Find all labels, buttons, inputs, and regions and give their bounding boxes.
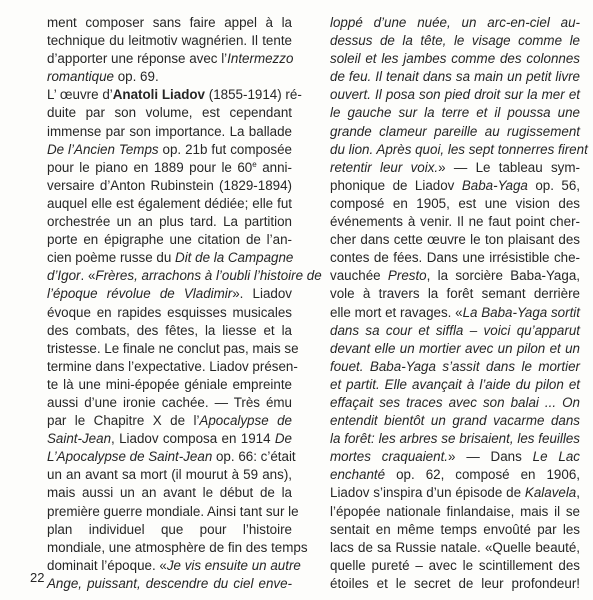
italic-text: dans sa cour et siffla – voici qu’apparut: [330, 322, 580, 338]
page-number: 22: [30, 570, 45, 585]
text-line: [47, 68, 292, 86]
italic-text: Ange, puissant, descendre du ciel enve-: [47, 575, 292, 591]
text-segment: op. 56,: [527, 177, 581, 193]
italic-text: l’époque révolue de Vladimir: [47, 286, 233, 302]
text-segment: phonique de Liadov: [330, 177, 462, 193]
italic-text: Baba-Yaga: [461, 177, 528, 193]
text-line: [47, 285, 292, 303]
bold-text: Anatoli Liadov: [112, 87, 206, 103]
text-line: [47, 104, 292, 122]
text-line: [330, 484, 580, 502]
text-segment: elle mort et ravages. «: [330, 304, 463, 320]
left-text-column: [47, 14, 322, 593]
text-segment: Liadov s’inspira d’un épisode de: [330, 485, 525, 501]
text-segment: te là une mini-épopée géniale empreinte: [47, 376, 292, 392]
text-line: [330, 412, 580, 430]
italic-text: la forêt: les arbres se brisaient, les feuilles: [330, 431, 580, 447]
text-segment: mondiale, une atmosphère de fin des temps: [47, 539, 308, 555]
italic-text: fouet. Baba-Yaga s’assit dans le mortier: [330, 358, 580, 374]
italic-text: De: [274, 431, 292, 447]
italic-text: du lion. Après quoi, les sept tonnerres firent: [330, 141, 588, 157]
text-line: [330, 86, 580, 104]
text-line: [47, 213, 292, 231]
text-segment: porte en épigraphe une citation de l’an-: [47, 232, 292, 248]
text-segment: lacs de sa Russie natale. «Quelle beauté,: [330, 539, 580, 555]
text-segment: op. 62, composé en 1906,: [385, 467, 580, 483]
text-segment: vauchée: [330, 268, 388, 284]
text-segment: contes de fées. Dans une irrésistible che-: [330, 250, 580, 266]
text-segment: orchestrée un an plus tard. La partition: [47, 214, 292, 230]
text-line: [330, 539, 580, 557]
italic-text: Dit de la Campagne: [175, 250, 294, 266]
text-line: [330, 430, 580, 448]
text-segment: première guerre mondiale. Ainsi tant sur le: [47, 503, 299, 519]
text-line: [47, 249, 292, 267]
text-segment: quelle pureté – avec le scintillement des: [330, 557, 580, 573]
italic-text: devant elle un mortier avec un pilon et un: [330, 340, 580, 356]
text-segment: ,: [576, 485, 580, 501]
text-line: [330, 340, 580, 358]
text-line: [47, 123, 292, 141]
text-line: [47, 159, 292, 177]
italic-text: loppé d’une nuée, un arc-en-ciel au-: [330, 15, 580, 30]
italic-text: effaçait ses traces avec son balai ... On: [330, 394, 580, 410]
text-line: [330, 521, 580, 539]
text-segment: pour le piano en 1889 pour le 60: [47, 159, 253, 175]
text-line: [330, 231, 580, 249]
text-line: [330, 159, 580, 177]
text-line: [330, 249, 580, 267]
text-line: [47, 231, 292, 249]
text-line: [47, 394, 292, 412]
text-line: [330, 50, 580, 68]
text-line: [47, 322, 292, 340]
text-line: [47, 32, 292, 50]
text-line: [330, 195, 580, 213]
text-line: [330, 376, 580, 394]
text-segment: événements à venir. Il ne faut point cher-: [330, 214, 580, 230]
text-line: [47, 195, 292, 213]
text-line: [330, 123, 580, 141]
text-segment: technique du leitmotiv wagnérien. Il tente: [47, 33, 292, 49]
text-segment: composé en 1905, est une vision des: [330, 195, 580, 211]
text-line: [47, 430, 292, 448]
italic-text: Frères, arrachons à l’oubli l’histoire de: [95, 268, 322, 284]
text-line: [330, 557, 580, 575]
text-line: [330, 358, 580, 376]
italic-text: Presto: [387, 268, 427, 284]
italic-text: d’Igor: [47, 268, 81, 284]
italic-text: De l’Ancien Temps: [47, 141, 159, 157]
text-line: [330, 177, 580, 195]
text-segment: cher dans cette œuvre le ton plaisant des: [330, 232, 580, 248]
text-segment: étoiles et le secret de leur profondeur!: [330, 575, 580, 591]
text-line: [330, 304, 580, 322]
italic-text: retentir leur voix.: [330, 159, 439, 175]
text-line: [47, 412, 292, 430]
italic-text: Saint-Jean: [47, 431, 112, 447]
text-segment: évoque en rapides esquisses musicales: [47, 304, 292, 320]
italic-text: grande clameur pareille au rugissement: [330, 123, 580, 139]
italic-text: Le Lac: [532, 449, 580, 465]
right-text-column: [330, 14, 588, 593]
text-line: [47, 304, 292, 322]
italic-text: mortes craquaient.: [330, 449, 449, 465]
italic-text: Intermezzo: [227, 51, 294, 67]
text-segment: cien poème russe du: [47, 250, 176, 266]
italic-text: romantique: [47, 69, 114, 85]
text-line: [47, 358, 298, 376]
italic-text: ouvert. Il posa son pied droit sur la mer et: [330, 87, 580, 103]
text-segment: des combats, des fêtes, la liesse et la: [47, 322, 292, 338]
text-segment: anni-: [256, 159, 292, 175]
text-segment: duite par son volume, est cependant: [47, 105, 292, 121]
text-segment: tristesse. Le finale ne conclut pas, mais se: [47, 340, 299, 356]
text-line: [330, 466, 580, 484]
text-line: [330, 141, 588, 159]
text-segment: d’apporter une réponse avec l’: [47, 51, 228, 67]
italic-text: Kalavela: [524, 485, 577, 501]
text-segment: auquel elle est également dédiée; elle fut: [47, 195, 292, 211]
text-segment: L’ œuvre d’: [47, 87, 113, 103]
text-line: [330, 68, 580, 86]
text-line: [330, 448, 580, 466]
text-segment: immense par son importance. La ballade: [47, 123, 292, 139]
text-line: [47, 466, 292, 484]
text-segment: ». Liadov: [232, 286, 292, 302]
italic-text: entendit bientôt un grand vacarme dans: [330, 413, 580, 429]
text-line: [47, 557, 301, 575]
italic-text: enchanté: [330, 467, 386, 483]
text-segment: » — Le tableau sym-: [438, 159, 580, 175]
text-line: [330, 322, 580, 340]
text-line: [330, 104, 580, 122]
italic-text: La Baba-Yaga sortit: [462, 304, 580, 320]
text-segment: , Liadov composa en 1914: [111, 431, 275, 447]
text-segment: l’épopée nationale finlandaise, mais il se: [330, 503, 580, 519]
text-line: [47, 376, 292, 394]
text-line: [47, 484, 292, 502]
text-segment: par le Chapitre X de l’: [47, 413, 200, 429]
text-line: [47, 521, 292, 539]
text-line: [330, 32, 580, 50]
text-segment: , la sorcière Baba-Yaga,: [426, 268, 580, 284]
text-segment: mais aussi un an avant le début de la: [47, 485, 292, 501]
text-line: [330, 503, 580, 521]
text-segment: sentait en même temps envoûté par les: [330, 521, 580, 537]
text-segment: . «: [80, 268, 96, 284]
text-line: [47, 539, 308, 557]
text-line: [330, 213, 580, 231]
text-line: [47, 177, 292, 195]
text-segment: (1855-1914) ré-: [205, 87, 302, 103]
superscript: e: [252, 159, 257, 169]
text-line: [47, 575, 292, 593]
text-line: [47, 448, 296, 466]
text-line: [47, 86, 302, 104]
italic-text: et partit. Elle avançait à l’aide du pilon et: [330, 376, 580, 392]
italic-text: soleil et les jambes comme des colonnes: [330, 51, 580, 67]
text-line: [47, 267, 322, 285]
text-segment: ment composer sans faire appel à la: [47, 15, 292, 30]
text-segment: op. 21b fut composée: [158, 141, 292, 157]
italic-text: L’Apocalypse de Saint-Jean: [47, 449, 213, 465]
text-line: [330, 394, 580, 412]
text-line: [47, 340, 299, 358]
text-line: [330, 267, 580, 285]
text-segment: versaire d’Anton Rubinstein (1829-1894): [47, 177, 292, 193]
text-segment: vole à travers la forêt semant derrière: [330, 286, 580, 302]
text-line: [47, 503, 299, 521]
italic-text: Je vis ensuite un autre: [166, 557, 301, 573]
text-segment: plan individuel que pour l’histoire: [47, 521, 292, 537]
text-segment: termine dans l’expectative. Liadov présen-: [47, 358, 298, 374]
text-line: [330, 575, 580, 593]
italic-text: Apocalypse de: [199, 413, 292, 429]
text-line: [330, 285, 580, 303]
text-line: [330, 14, 580, 32]
text-segment: un an avant sa mort (il mourut à 59 ans),: [47, 467, 292, 483]
italic-text: de feu. Il tenait dans sa main un petit livre: [330, 69, 580, 85]
text-segment: » — Dans: [448, 449, 533, 465]
italic-text: dessus de la tête, le visage comme le: [330, 33, 580, 49]
text-segment: aussi d’une ironie cachée. — Très ému: [47, 394, 292, 410]
text-segment: dominait l’époque. «: [47, 557, 167, 573]
text-segment: op. 66: c’était: [212, 449, 296, 465]
italic-text: le gauche sur la terre et il poussa une: [330, 105, 580, 121]
text-line: [47, 141, 292, 159]
text-segment: op. 69.: [114, 69, 159, 85]
text-line: [47, 14, 292, 32]
text-line: [47, 50, 292, 68]
